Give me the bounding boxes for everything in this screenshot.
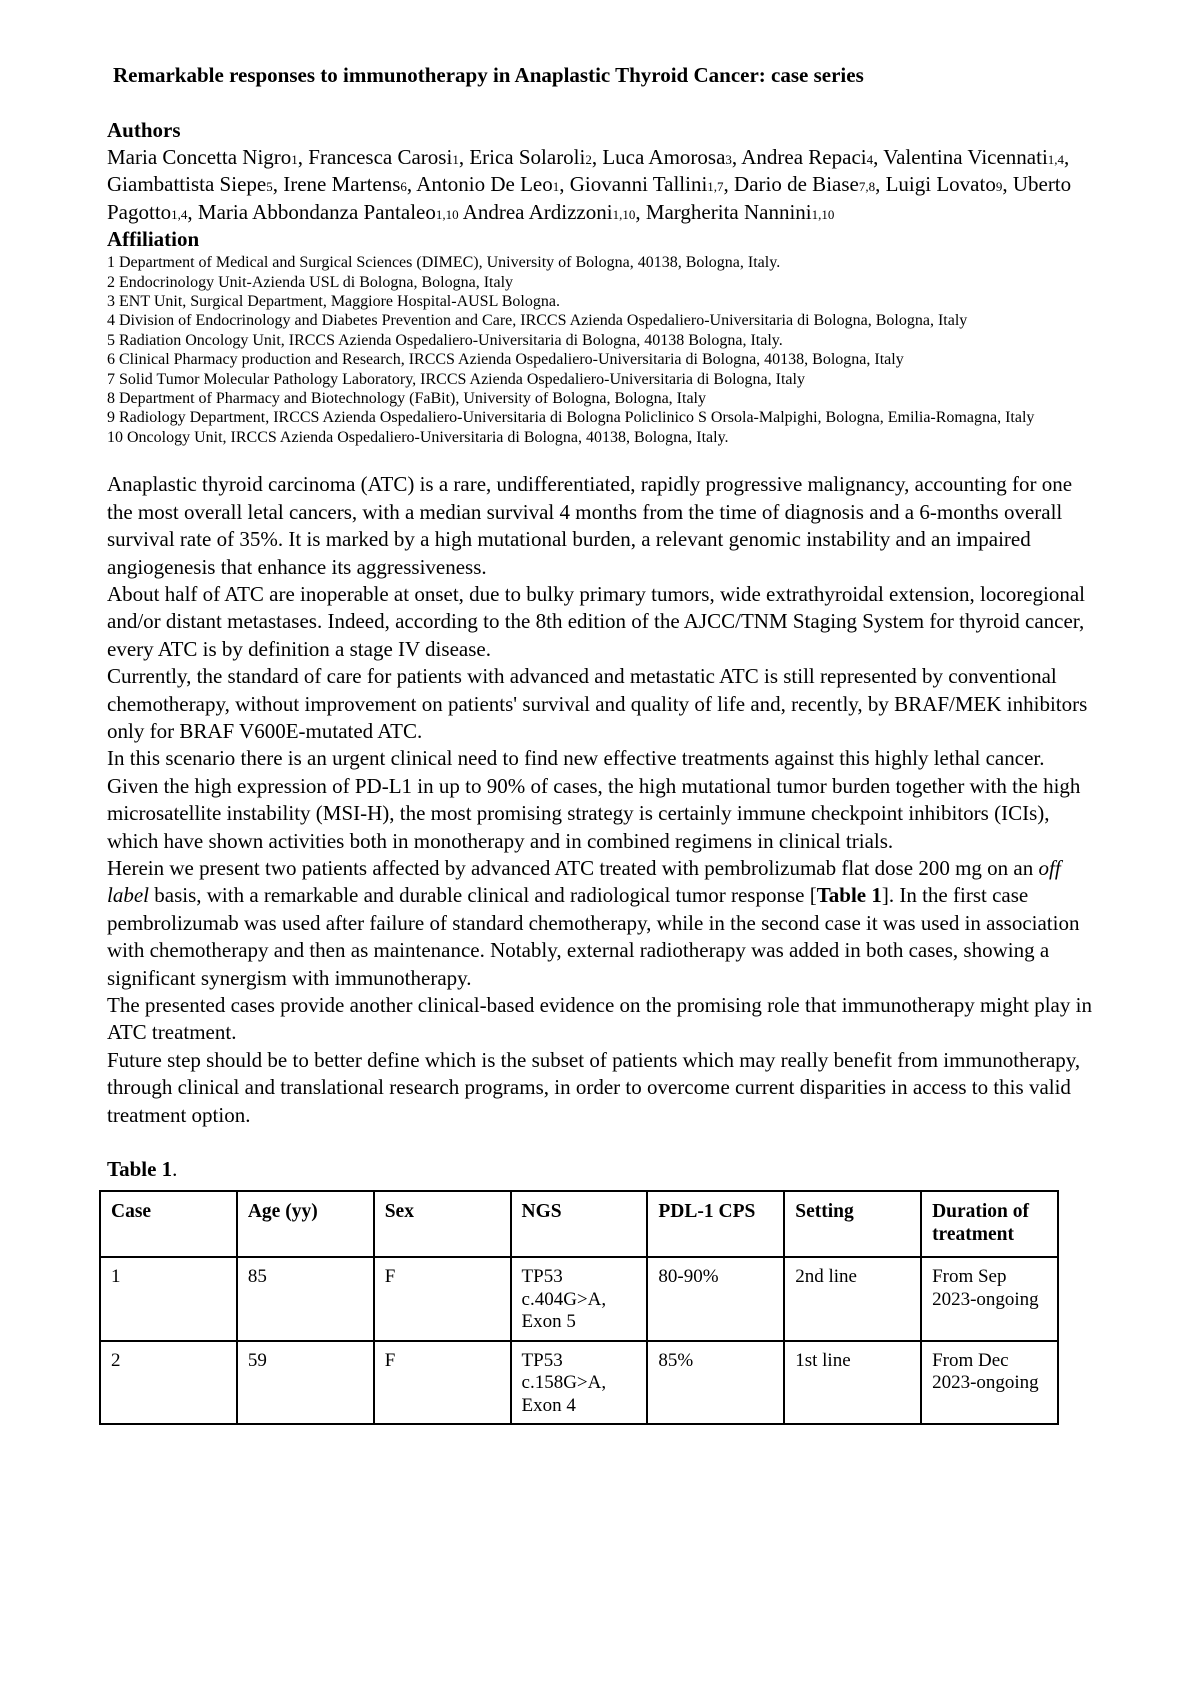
author-affiliation-numbers: 1 bbox=[291, 152, 298, 167]
author-name: Andrea Ardizzoni bbox=[462, 199, 613, 224]
author-affiliation-numbers: 1,10 bbox=[435, 206, 459, 222]
affiliation-item: 10 Oncology Unit, IRCCS Azienda Ospedaliero-Universitaria di Bologna, 40138, Bologna, Italy. bbox=[107, 428, 729, 446]
table-cell bbox=[237, 1257, 374, 1341]
table-cell bbox=[100, 1257, 237, 1341]
author: Giambattista Siepe5, bbox=[107, 172, 284, 197]
table-body bbox=[100, 1257, 1058, 1424]
text-run: The presented cases provide another clinical-based evidence on the promising role that immunotherapy might play in ATC treatment. bbox=[107, 993, 1092, 1045]
table-header-cell: Setting bbox=[784, 1191, 921, 1257]
table-header-cell: NGS bbox=[511, 1191, 648, 1257]
cell-line: 80-90% bbox=[658, 1266, 719, 1288]
table-cell bbox=[374, 1341, 511, 1425]
author-name: Antonio De Leo bbox=[416, 172, 553, 197]
author: Luigi Lovato9, bbox=[885, 172, 1013, 197]
table-header-cell: Case bbox=[100, 1191, 237, 1257]
cell-line: 59 bbox=[247, 1349, 267, 1371]
author bbox=[198, 200, 463, 224]
author-name: Maria Concetta Nigro bbox=[107, 145, 292, 169]
cell-line: 1 bbox=[111, 1266, 121, 1288]
affiliation-item: 5 Radiation Oncology Unit, IRCCS Azienda Ospedaliero-Universitaria di Bologna, 40138 Bologna, Italy. bbox=[107, 331, 783, 349]
text-run: In this scenario there is an urgent clinical need to find new effective treatments against this highly lethal cancer. bbox=[107, 746, 1045, 771]
table-cell bbox=[784, 1257, 921, 1341]
case-series-table bbox=[99, 1190, 1059, 1425]
affiliation-heading: Affiliation bbox=[107, 227, 200, 252]
cell-line: TP53 bbox=[521, 1266, 563, 1288]
author: Francesca Carosi1, bbox=[308, 145, 470, 169]
cell-line: F bbox=[384, 1349, 396, 1371]
affiliation-item: 4 Division of Endocrinology and Diabetes Prevention and Care, IRCCS Azienda Ospedaliero-Universitaria di Bologna, Bologna, Italy bbox=[107, 312, 968, 330]
author: Giovanni Tallini1,7, bbox=[569, 172, 735, 197]
affiliation-item: 8 Department of Pharmacy and Biotechnology (FaBit), University of Bologna, Bologna, Italy bbox=[107, 390, 706, 408]
author-name: Andrea Repaci bbox=[741, 145, 867, 169]
author-name: Luigi Lovato bbox=[885, 172, 996, 197]
cell-line: Exon 4 bbox=[521, 1394, 576, 1416]
body-paragraph bbox=[107, 773, 1092, 855]
text-run: Anaplastic thyroid carcinoma (ATC) is a rare, undifferentiated, rapidly progressive malignancy, accounting for one the most overall letal cancers, with a median survival 4 months from the time of diagnosis and a 6-months overall survival rate of 35%. It is marked by a high mutational burden, a relevant genomic instability and an impaired angiogenesis that enhance its aggressiveness. bbox=[107, 472, 1073, 579]
table-row bbox=[100, 1257, 1058, 1341]
affiliation-item: 9 Radiology Department, IRCCS Azienda Ospedaliero-Universitaria di Bologna Policlinico S Orsola-Malpighi, Bologna, Emilia-Romagna, Italy bbox=[107, 409, 1035, 427]
text-run: Currently, the standard of care for patients with advanced and metastatic ATC is still represented by conventional chemotherapy, without improvement on patients' survival and quality of life and, recently, by BRAF/MEK inhibitors only for BRAF V600E-mutated ATC. bbox=[107, 664, 1088, 743]
author-affiliation-numbers: 2 bbox=[585, 152, 592, 167]
author: Antonio De Leo1, bbox=[416, 172, 570, 197]
table-cell bbox=[647, 1257, 784, 1341]
text-run: About half of ATC are inoperable at onset, due to bulky primary tumors, wide extrathyroidal extension, locoregional and/or distant metastases. Indeed, according to the 8th edition of the AJCC/TNM Staging System for thyroid cancer, every ATC is by definition a stage IV disease. bbox=[107, 581, 1085, 661]
author-name: Francesca Carosi bbox=[308, 145, 453, 169]
authors-list bbox=[107, 144, 1092, 226]
author-affiliation-numbers: 1 bbox=[452, 152, 459, 167]
author-name: Giambattista Siepe bbox=[107, 172, 267, 197]
cell-line: TP53 bbox=[521, 1349, 563, 1371]
author-affiliation-numbers: 1,4 bbox=[171, 206, 188, 222]
cell-line: 2 bbox=[111, 1349, 121, 1371]
cell-line: From Dec bbox=[932, 1349, 1009, 1371]
text-run: Herein we present two patients affected by advanced ATC treated with pembrolizumab flat dose 200 mg on an bbox=[107, 855, 1039, 880]
author-affiliation-numbers: 3 bbox=[725, 152, 732, 167]
italic-run: off label bbox=[107, 855, 1061, 908]
text-run: ]. In the first case pembrolizumab was used after failure of standard chemotherapy, while in the second case it was used in association with chemotherapy and then as maintenance. Notably, external radiotherapy was added in both cases, showing a significant synergism with immunotherapy. bbox=[107, 883, 1080, 990]
author-affiliation-numbers: 1,10 bbox=[612, 206, 636, 222]
affiliation-list bbox=[107, 253, 1092, 447]
affiliation-item: 2 Endocrinology Unit-Azienda USL di Bologna, Bologna, Italy bbox=[107, 273, 514, 291]
cell-line: c.404G>A, bbox=[521, 1288, 607, 1310]
table-cell bbox=[647, 1341, 784, 1425]
table-header-cell: PDL-1 CPS bbox=[647, 1191, 784, 1257]
cell-line: 1st line bbox=[795, 1349, 851, 1371]
cell-line: 85% bbox=[658, 1349, 694, 1371]
table-cell bbox=[921, 1341, 1058, 1425]
author: Luca Amorosa3, bbox=[602, 145, 742, 169]
author-affiliation-numbers: 6 bbox=[400, 179, 407, 195]
authors-heading: Authors bbox=[107, 118, 181, 142]
author: Dario de Biase7,8, bbox=[734, 172, 886, 197]
author-name: Erica Solaroli bbox=[469, 145, 586, 169]
text-run: Given the high expression of PD-L1 in up to 90% of cases, the high mutational tumor burden together with the high microsatellite instability (MSI-H), the most promising strategy is certainly immune checkpoint inhibitors (ICIs), which have shown activities both in monotherapy and in combined regimens in clinical trials. bbox=[107, 773, 1081, 853]
page-title: Remarkable responses to immunotherapy in Anaplastic Thyroid Cancer: case series bbox=[113, 63, 864, 87]
cell-line: F bbox=[384, 1266, 396, 1288]
author-affiliation-numbers: 1,7 bbox=[707, 179, 724, 195]
cell-line: 2023-ongoing bbox=[932, 1288, 1039, 1310]
table-head bbox=[100, 1191, 1058, 1257]
author-name: Valentina Vicennati bbox=[883, 145, 1048, 169]
abstract-body bbox=[107, 471, 1092, 1129]
author-affiliation-numbers: 9 bbox=[995, 179, 1003, 195]
table-cell bbox=[784, 1341, 921, 1425]
table-cell bbox=[374, 1257, 511, 1341]
affiliation-item: 3 ENT Unit, Surgical Department, Maggiore Hospital-AUSL Bologna. bbox=[107, 293, 560, 311]
body-paragraph bbox=[107, 581, 1092, 663]
author: Andrea Ardizzoni1,10, bbox=[462, 199, 646, 224]
text-run: Future step should be to better define which is the subset of patients which may really benefit from immunotherapy, through clinical and translational research programs, in order to overcome current disparities in access to this valid treatment option. bbox=[107, 1047, 1081, 1127]
table-header-cell: Age (yy) bbox=[237, 1191, 374, 1257]
author-name: Uberto Pagotto bbox=[107, 172, 1072, 224]
table-header-cell: Sex bbox=[374, 1191, 511, 1257]
cell-line: 2nd line bbox=[795, 1266, 857, 1288]
body-paragraph bbox=[107, 1047, 1092, 1129]
body-paragraph bbox=[107, 745, 1092, 772]
table-cell bbox=[511, 1257, 648, 1341]
author-name: Maria Abbondanza Pantaleo bbox=[197, 199, 436, 224]
table-caption-label: Table 1 bbox=[107, 1157, 173, 1182]
cell-line: Exon 5 bbox=[521, 1311, 576, 1333]
table-cell bbox=[100, 1341, 237, 1425]
author-affiliation-numbers: 1,4 bbox=[1047, 152, 1065, 167]
table-header-cell: Duration of treatment bbox=[921, 1191, 1058, 1257]
author: Valentina Vicennati1,4, bbox=[883, 145, 1070, 169]
author: Uberto Pagotto1,4, bbox=[107, 172, 1072, 224]
author: Erica Solaroli2, bbox=[469, 145, 603, 169]
affiliation-item: 6 Clinical Pharmacy production and Research, IRCCS Azienda Ospedaliero-Universitaria di Bologna, 40138, Bologna, Italy bbox=[107, 351, 904, 369]
cell-line: c.158G>A, bbox=[521, 1372, 607, 1394]
body-paragraph bbox=[107, 471, 1092, 581]
cell-line: From Sep bbox=[932, 1266, 1007, 1288]
table-header-row bbox=[100, 1191, 1058, 1257]
author-name: Luca Amorosa bbox=[602, 145, 726, 169]
author-affiliation-numbers: 5 bbox=[266, 179, 273, 195]
affiliation-item: 7 Solid Tumor Molecular Pathology Laboratory, IRCCS Azienda Ospedaliero-Universitaria di Bologna, Italy bbox=[107, 370, 805, 388]
text-run: basis, with a remarkable and durable clinical and radiological tumor response [ bbox=[149, 883, 817, 908]
table-cell bbox=[237, 1341, 374, 1425]
author-affiliation-numbers: 1,10 bbox=[811, 206, 835, 222]
author-affiliation-numbers: 1 bbox=[552, 179, 560, 195]
author-name: Irene Martens bbox=[283, 172, 401, 197]
author-affiliation-numbers: 7,8 bbox=[858, 179, 876, 195]
cell-line: 85 bbox=[247, 1266, 267, 1288]
table-caption-period: . bbox=[172, 1157, 178, 1182]
table-cell bbox=[921, 1257, 1058, 1341]
body-paragraph bbox=[107, 855, 1092, 992]
table-row bbox=[100, 1341, 1058, 1425]
author-name: Giovanni Tallini bbox=[569, 172, 708, 197]
table-cell bbox=[511, 1341, 648, 1425]
body-paragraph bbox=[107, 663, 1092, 745]
body-paragraph bbox=[107, 992, 1092, 1047]
affiliation-item: 1 Department of Medical and Surgical Sciences (DIMEC), University of Bologna, 40138, Bologna, Italy. bbox=[107, 254, 781, 272]
author-name: Margherita Nannini bbox=[645, 199, 812, 224]
cell-line: 2023-ongoing bbox=[932, 1372, 1039, 1394]
author bbox=[646, 200, 835, 224]
table-caption bbox=[107, 1156, 1092, 1183]
author: Irene Martens6, bbox=[283, 172, 417, 197]
bold-run: Table 1 bbox=[816, 883, 882, 908]
author-affiliation-numbers: 4 bbox=[866, 152, 874, 167]
author: Andrea Repaci4, bbox=[741, 145, 884, 169]
author-name: Dario de Biase bbox=[734, 172, 859, 197]
author: Maria Concetta Nigro1, bbox=[107, 145, 309, 169]
